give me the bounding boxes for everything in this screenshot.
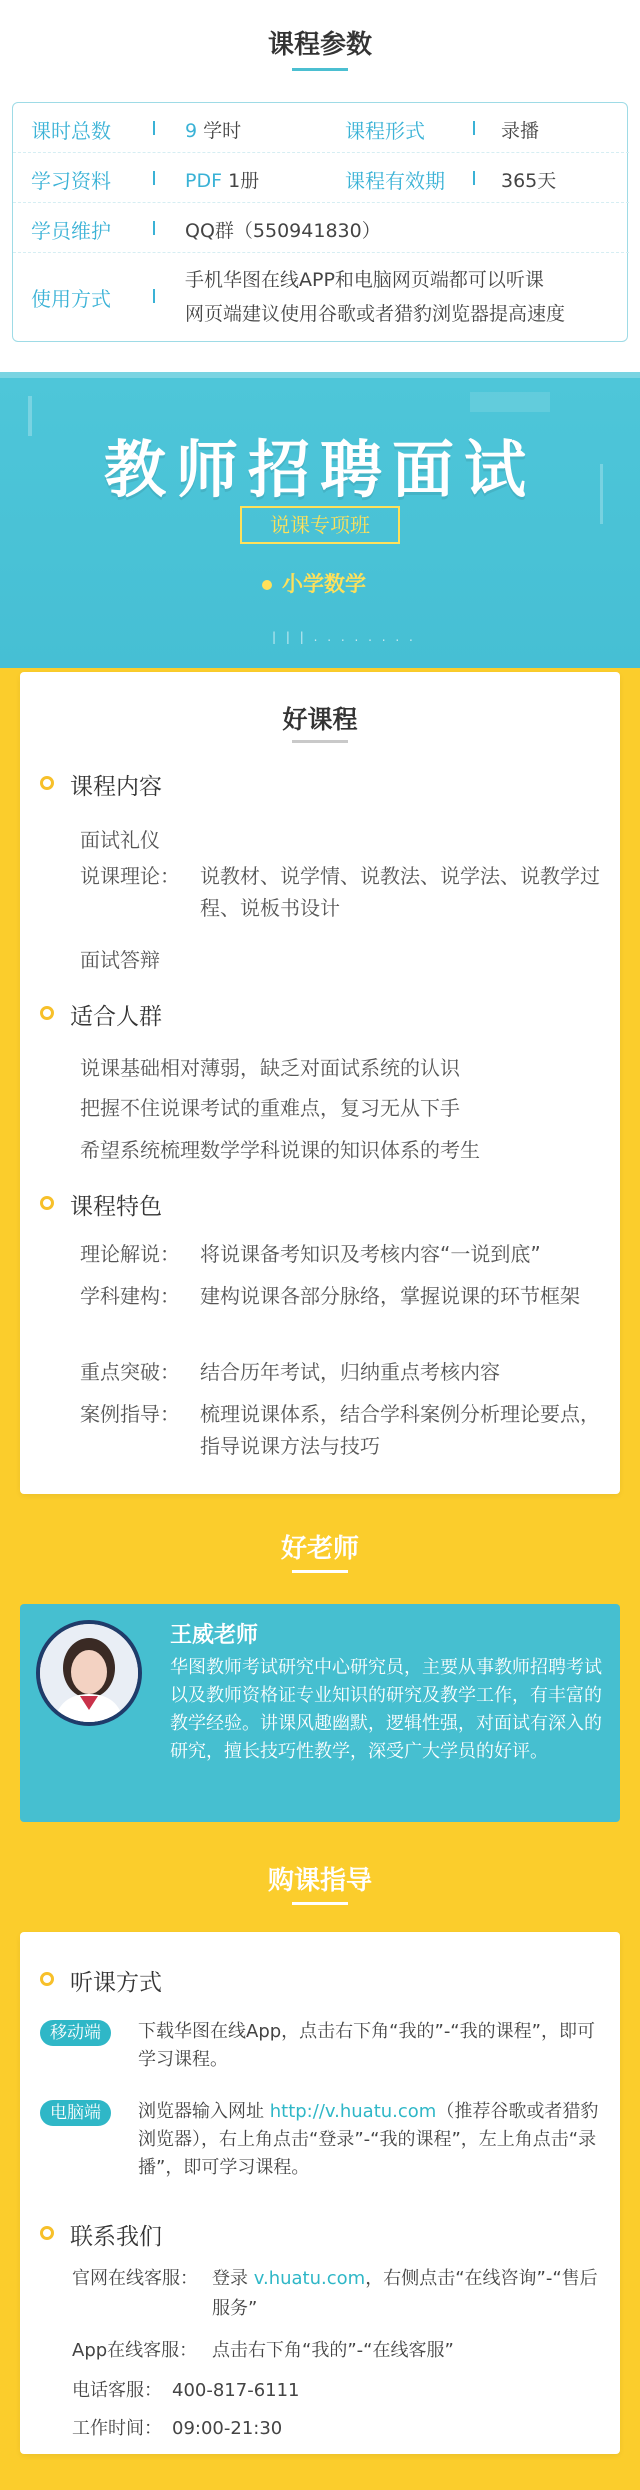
content-item-key: 说课理论： xyxy=(80,864,180,888)
feature-value: 结合历年考试，归纳重点考核内容 xyxy=(200,1360,500,1384)
section-heading: 联系我们 xyxy=(70,2224,162,2250)
params-row-usage xyxy=(13,253,629,341)
param-separator xyxy=(153,121,155,135)
feature-key: 理论解说： xyxy=(80,1242,180,1266)
contact-row-phone xyxy=(72,2376,612,2406)
mobile-instructions: 下载华图在线App，点击右下角“我的”-“我的课程”，即可学习课程。 xyxy=(138,2021,595,2070)
circle-bullet-icon xyxy=(40,1006,54,1020)
params-row xyxy=(13,153,629,203)
contact-row-app xyxy=(72,2336,612,2366)
contact-key: 电话客服： xyxy=(72,2380,162,2401)
contact-phone: 400-817-6111 xyxy=(172,2380,300,2401)
teacher-name: 王威老师 xyxy=(170,1623,259,1648)
param-label: 课程形式 xyxy=(345,119,425,143)
param-value-highlight: PDF xyxy=(185,170,223,192)
contact-text: ，右侧点击“在线咨询”-“售后服务” xyxy=(212,2268,598,2319)
pc-text-part: （推荐谷歌或者猎豹浏览器），右上角点击“登录”-“我的课程”，左上角点击“录播”，即可学习课程。 xyxy=(138,2101,599,2178)
param-value-unit: 学时 xyxy=(197,120,242,142)
contact-hours: 09:00-21:30 xyxy=(172,2418,283,2439)
param-label: 使用方式 xyxy=(31,287,111,311)
contact-row-web xyxy=(72,2264,612,2328)
banner-decoration-dots: | | | . . . . . . . . xyxy=(272,630,416,644)
pc-tag: 电脑端 xyxy=(40,2100,111,2126)
contact-text: 登录 xyxy=(212,2268,254,2289)
feature-value: 梳理说课体系，结合学科案例分析理论要点，指导说课方法与技巧 xyxy=(200,1402,600,1458)
param-label: 课时总数 xyxy=(31,119,111,143)
banner-subtitle-box: 说课专项班 xyxy=(240,506,400,544)
param-value-unit: 1册 xyxy=(222,170,260,192)
content-item xyxy=(80,860,610,924)
teacher-card xyxy=(20,1604,620,1822)
teacher-section-title: 好老师 xyxy=(280,1534,359,1564)
params-title-underline xyxy=(292,68,348,71)
param-separator xyxy=(153,171,155,185)
banner-title: 教师招聘面试 xyxy=(103,433,536,506)
feature-key: 学科建构： xyxy=(80,1284,180,1308)
contact-key: App在线客服： xyxy=(72,2340,198,2361)
content-item: 面试答辩 xyxy=(80,948,160,972)
section-heading: 课程内容 xyxy=(70,774,162,800)
section-heading: 听课方式 xyxy=(70,1970,162,1996)
audience-item: 说课基础相对薄弱，缺乏对面试系统的认识 xyxy=(80,1056,460,1080)
feature-item xyxy=(80,1280,610,1344)
section-heading: 适合人群 xyxy=(70,1004,162,1030)
purchase-section-title: 购课指导 xyxy=(267,1866,372,1896)
pc-url-link[interactable]: http://v.huatu.com xyxy=(269,2101,437,2122)
card-title-underline xyxy=(292,740,348,743)
circle-bullet-icon xyxy=(40,1196,54,1210)
param-separator xyxy=(473,121,475,135)
content-item: 面试礼仪 xyxy=(80,828,160,852)
param-separator xyxy=(473,171,475,185)
content-item-value: 说教材、说学情、说教法、说学法、说教学过程、说板书设计 xyxy=(200,864,600,920)
purchase-section-underline xyxy=(292,1902,348,1905)
contact-key: 工作时间： xyxy=(72,2418,162,2439)
teacher-avatar xyxy=(36,1620,142,1726)
param-value-highlight: 9 xyxy=(185,120,198,142)
feature-item xyxy=(80,1356,610,1388)
param-separator xyxy=(153,221,155,235)
good-course-card xyxy=(20,672,620,1494)
pc-text-part: 浏览器输入网址 xyxy=(138,2101,270,2122)
contact-value xyxy=(212,2264,612,2324)
feature-key: 案例指导： xyxy=(80,1402,180,1426)
feature-item xyxy=(80,1238,610,1270)
feature-key: 重点突破： xyxy=(80,1360,180,1384)
teacher-section-underline xyxy=(292,1570,348,1573)
param-label: 学习资料 xyxy=(31,169,111,193)
pc-instructions xyxy=(138,2098,608,2182)
web-service-link[interactable]: v.huatu.com xyxy=(253,2268,366,2289)
usage-line-1: 手机华图在线APP和电脑网页端都可以听课 xyxy=(185,269,544,291)
usage-line-2: 网页端建议使用谷歌或者猎豹浏览器提高速度 xyxy=(185,303,566,325)
audience-item: 希望系统梳理数学学科说课的知识体系的考生 xyxy=(80,1138,480,1162)
bullet-dot-icon xyxy=(262,580,272,590)
feature-value: 建构说课各部分脉络，掌握说课的环节框架 xyxy=(200,1284,580,1308)
audience-item: 把握不住说课考试的重难点，复习无从下手 xyxy=(80,1096,460,1120)
params-row xyxy=(13,203,629,253)
param-separator xyxy=(153,289,155,303)
teacher-avatar-icon xyxy=(40,1624,138,1722)
course-params-section xyxy=(0,0,640,372)
feature-value: 将说课备考知识及考核内容“一说到底” xyxy=(200,1242,541,1266)
param-value: QQ群（550941830） xyxy=(185,220,381,242)
circle-bullet-icon xyxy=(40,776,54,790)
circle-bullet-icon xyxy=(40,1972,54,1986)
contact-row-hours xyxy=(72,2414,612,2444)
teacher-description: 华图教师考试研究中心研究员，主要从事教师招聘考试以及教师资格证专业知识的研究及教学工作，有丰富的教学经验。讲课风趣幽默，逻辑性强，对面试有深入的研究，擅长技巧性教学，深受广大学员的好评。 xyxy=(170,1657,602,1762)
feature-item xyxy=(80,1398,610,1462)
purchase-guide-card xyxy=(20,1932,620,2454)
param-value xyxy=(185,166,259,193)
params-row xyxy=(13,103,629,153)
param-label: 学员维护 xyxy=(31,219,111,243)
section-heading: 课程特色 xyxy=(70,1194,162,1220)
params-title: 课程参数 xyxy=(267,30,372,60)
mobile-tag: 移动端 xyxy=(40,2020,111,2046)
param-value: 365天 xyxy=(501,170,557,192)
banner-decoration xyxy=(470,392,550,412)
banner-subject: 小学数学 xyxy=(282,572,366,596)
circle-bullet-icon xyxy=(40,2226,54,2240)
params-table xyxy=(12,102,628,342)
banner-decoration xyxy=(0,372,640,378)
contact-key: 官网在线客服： xyxy=(72,2268,198,2289)
param-label: 课程有效期 xyxy=(345,169,445,193)
param-value xyxy=(185,116,241,143)
contact-value: 点击右下角“我的”-“在线客服” xyxy=(212,2340,454,2361)
card-title: 好课程 xyxy=(282,705,358,734)
hero-banner xyxy=(0,372,640,668)
param-value: 录播 xyxy=(501,120,540,142)
